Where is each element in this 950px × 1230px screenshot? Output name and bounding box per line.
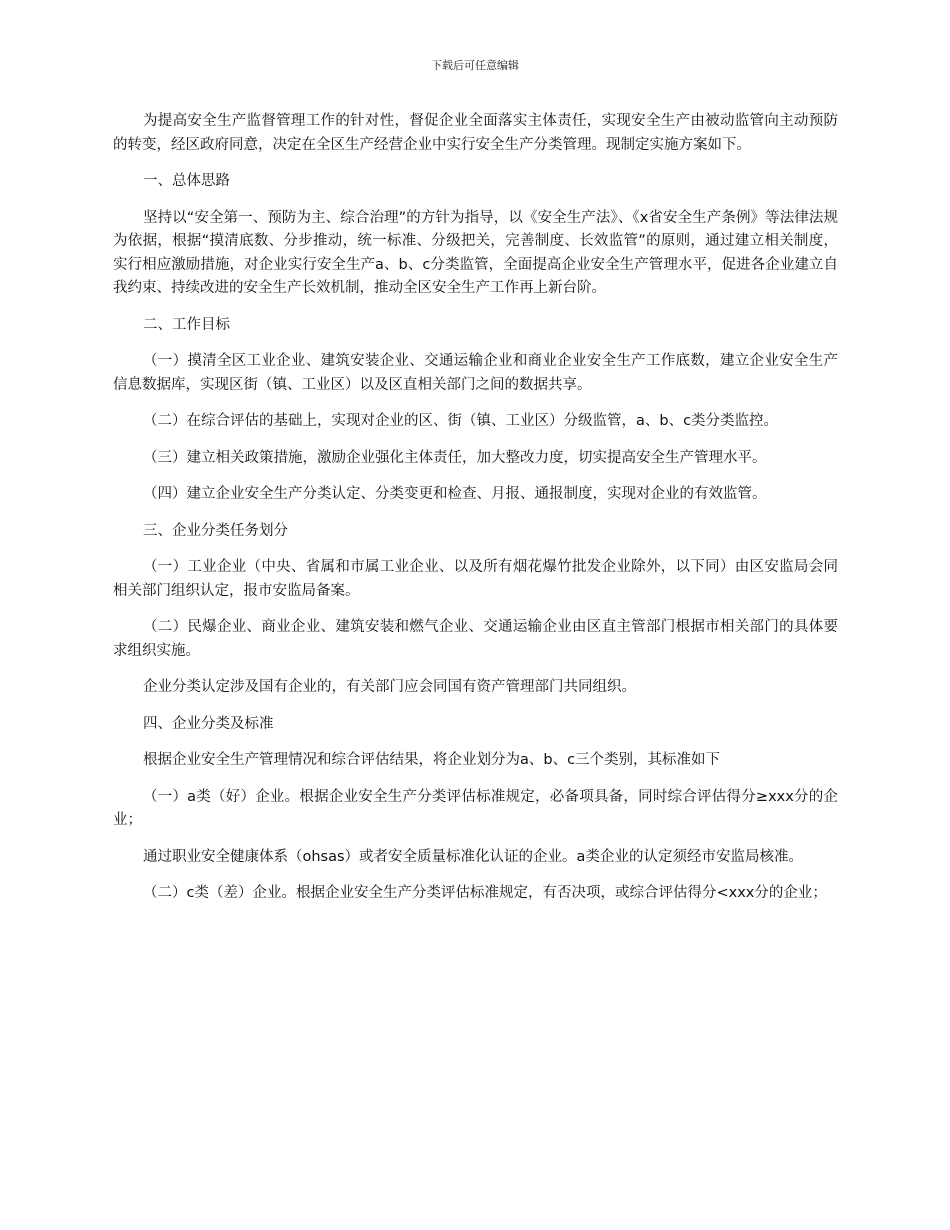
document-body	[113, 110, 838, 919]
body-paragraph: （一）摸清全区工业企业、建筑安装企业、交通运输企业和商业企业安全生产工作底数，建立企业安全生产信息数据库，实现区街（镇、工业区）以及区直相关部门之间的数据共享。	[113, 353, 838, 393]
section-heading-3: 三、企业分类任务划分	[143, 522, 288, 539]
body-paragraph: （四）建立企业安全生产分类认定、分类变更和检查、月报、通报制度，实现对企业的有效监管。	[143, 486, 767, 502]
body-paragraph: （二）c类（差）企业。根据企业安全生产分类评估标准规定，有否决项，或综合评估得分<xxx分的企业；	[143, 885, 827, 901]
section-heading-1: 一、总体思路	[143, 173, 230, 189]
body-paragraph: 根据企业安全生产管理情况和综合评估结果，将企业划分为a、b、c三个类别，其标准如下	[143, 752, 721, 768]
intro-paragraph: 为提高安全生产监督管理工作的针对性，督促企业全面落实主体责任，实现安全生产由被动监管向主动预防的转变，经区政府同意，决定在全区生产经营企业中实行安全生产分类管理。现制定实施方案如下。	[113, 113, 838, 153]
section-heading-2: 二、工作目标	[143, 316, 230, 333]
section-heading-4: 四、企业分类及标准	[143, 715, 274, 732]
body-paragraph: （二）民爆企业、商业企业、建筑安装和燃气企业、交通运输企业由区直主管部门根据市相关部门的具体要求组织实施。	[113, 619, 838, 659]
body-paragraph: 坚持以“安全第一、预防为主、综合治理”的方针为指导，以《安全生产法》、《x省安全生产条例》等法律法规为依据，根据“摸清底数、分步推动，统一标准、分级把关，完善制度、长效监管”的原则，通过建立相关制度，实行相应激励措施，对企业实行安全生产a、b、c分类监管，全面提高企业安全生产管理水平，促进各企业建立自我约束、持续改进的安全生产长效机制，推动全区安全生产工作再上新台阶。	[113, 209, 838, 296]
body-paragraph: （二）在综合评估的基础上，实现对企业的区、街（镇、工业区）分级监管，a、b、c类分类监控。	[143, 413, 779, 429]
body-paragraph: （三）建立相关政策措施，激励企业强化主体责任，加大整改力度，切实提高安全生产管理水平。	[143, 449, 767, 466]
body-paragraph: 通过职业安全健康体系（ohsas）或者安全质量标准化认证的企业。a类企业的认定须经市安监局核准。	[143, 848, 803, 865]
page-header: 下载后可任意编辑	[431, 59, 519, 72]
body-paragraph: （一）工业企业（中央、省属和市属工业企业、以及所有烟花爆竹批发企业除外，以下同）由区安监局会同相关部门组织认定，报市安监局备案。	[113, 559, 838, 599]
body-paragraph: （一）a类（好）企业。根据企业安全生产分类评估标准规定，必备项具备，同时综合评估得分≥xxx分的企业；	[113, 788, 838, 828]
body-paragraph: 企业分类认定涉及国有企业的，有关部门应会同国有资产管理部门共同组织。	[143, 679, 636, 695]
